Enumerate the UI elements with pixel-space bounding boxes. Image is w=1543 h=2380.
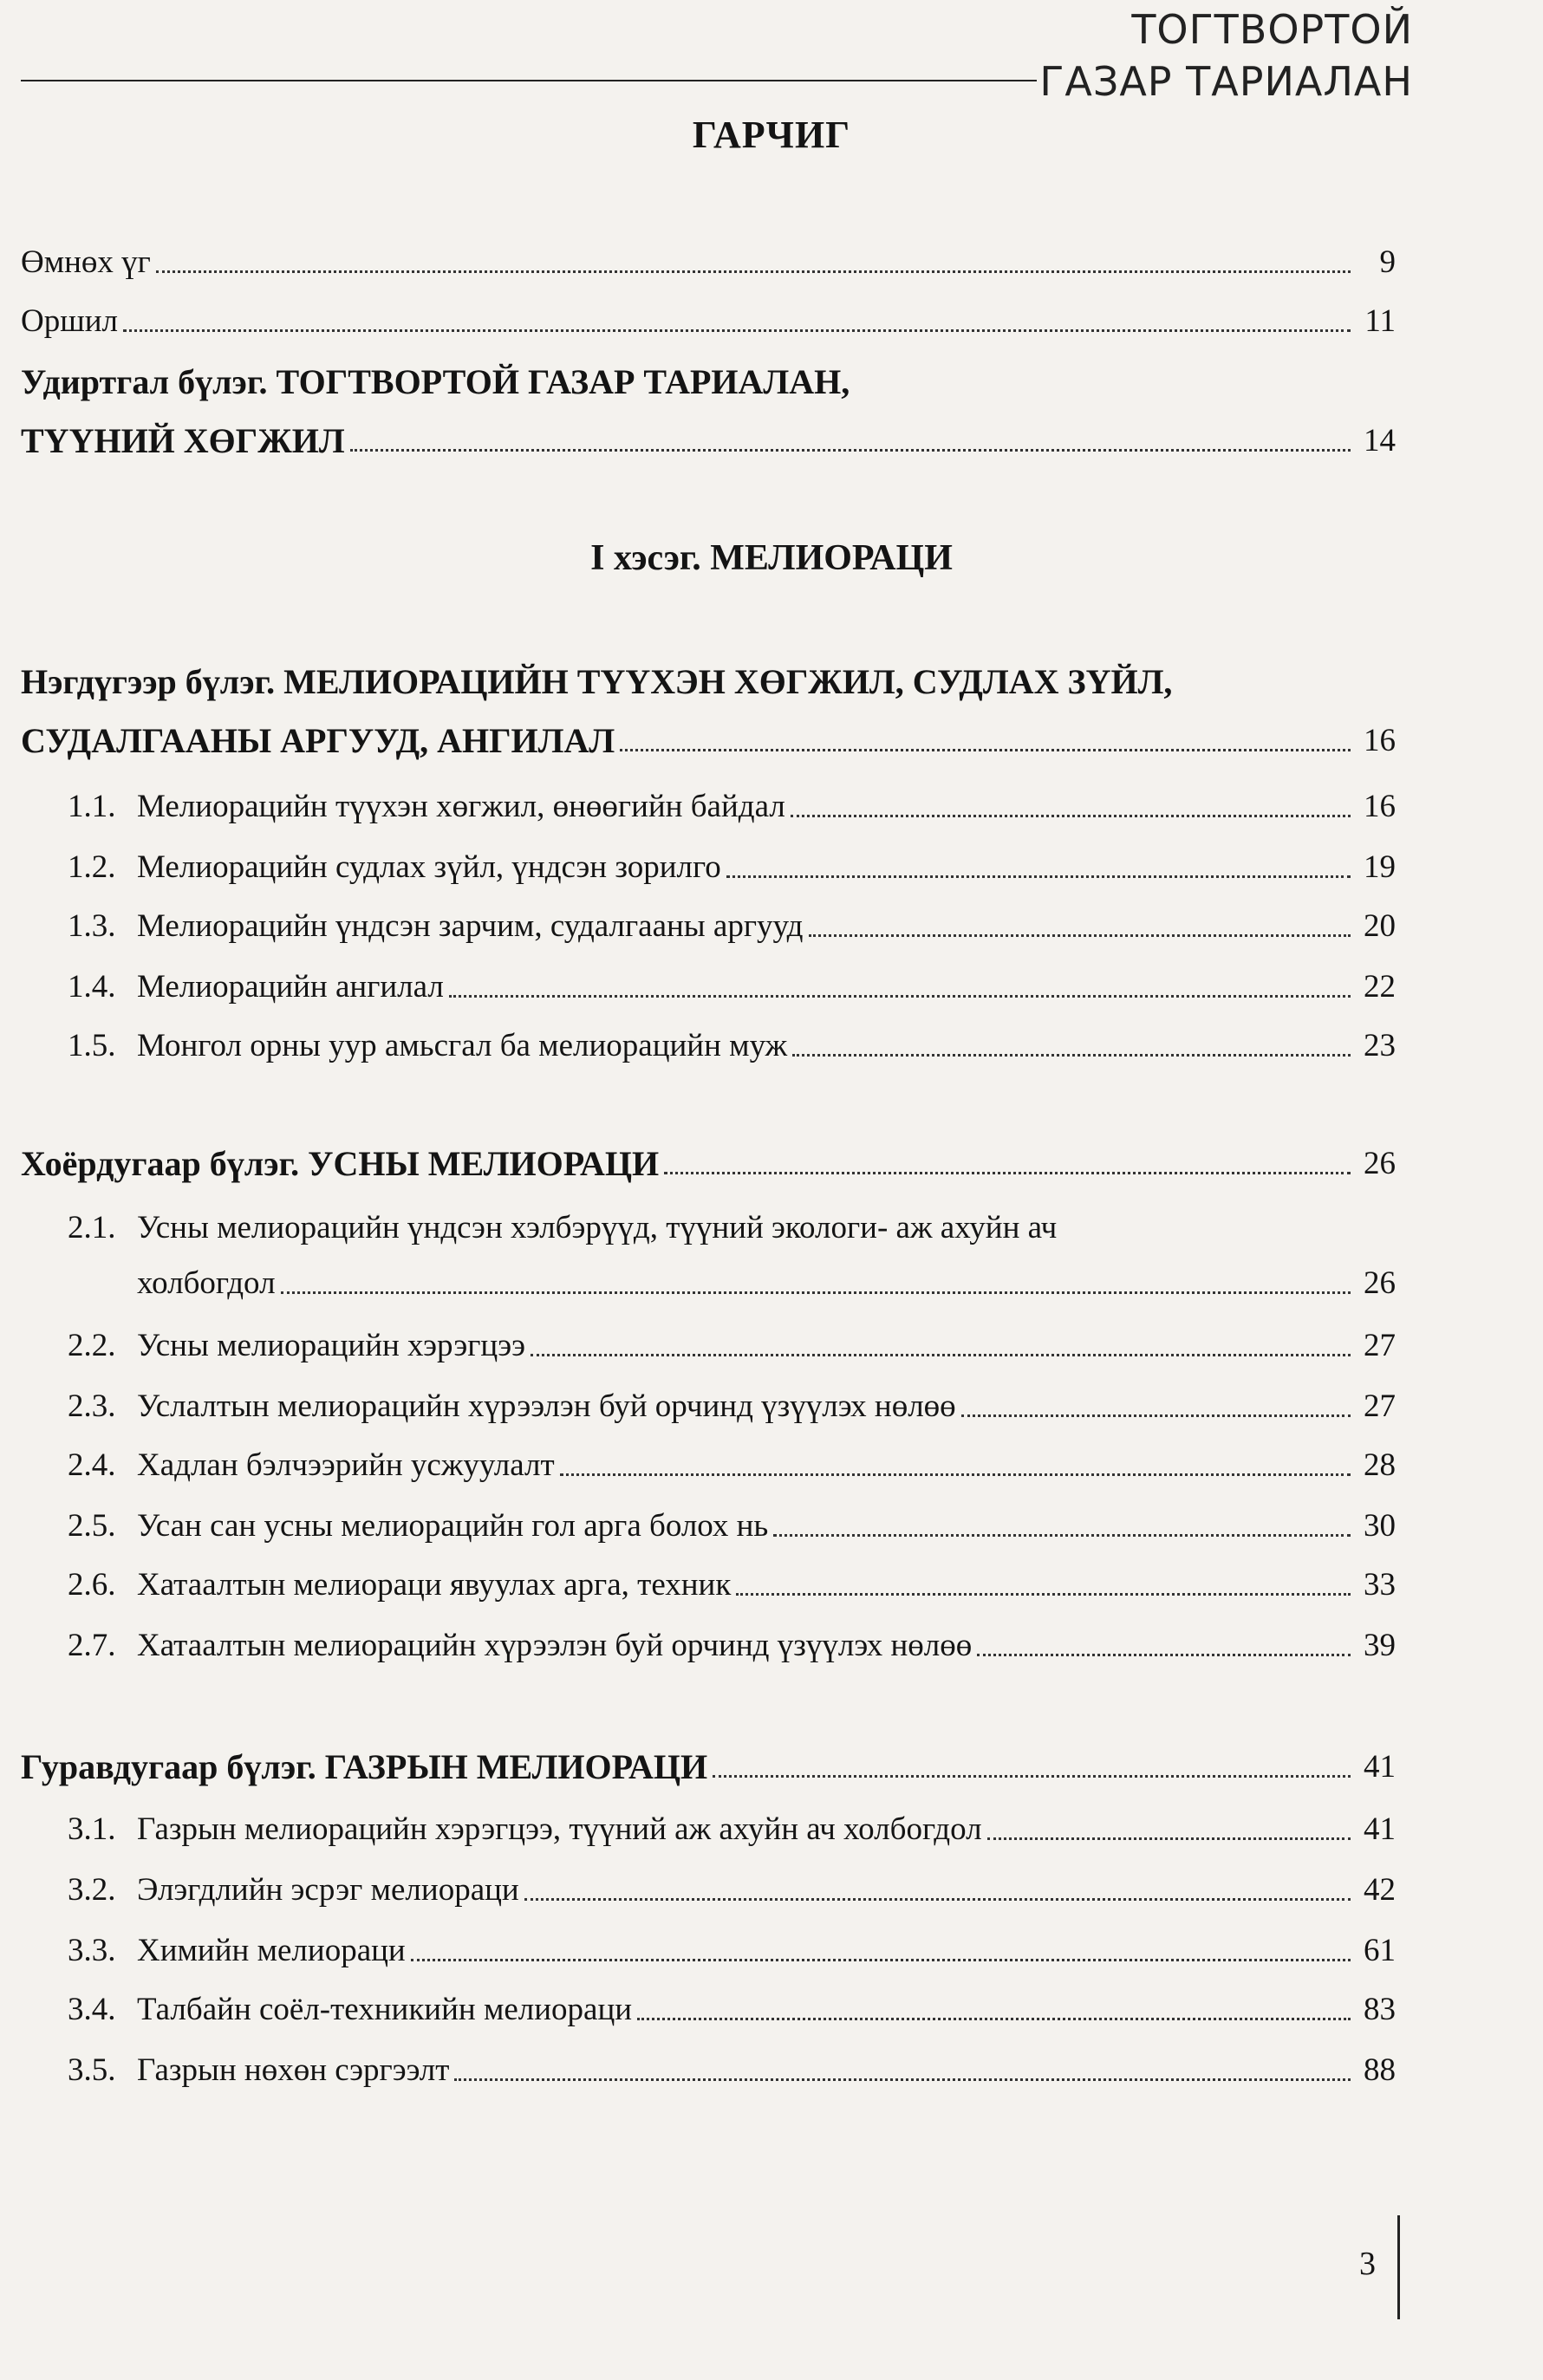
dot-leader [411, 1959, 1351, 1961]
running-head [1039, 3, 1413, 107]
entry-page: 42 [1364, 1872, 1396, 1908]
dot-leader [531, 1354, 1351, 1356]
toc-entry-2-1[interactable] [137, 1264, 1396, 1304]
entry-label: Элэгдлийн эсрэг мелиораци [137, 1872, 519, 1908]
entry-number: 1.4. [68, 969, 116, 1005]
entry-label: Монгол орны уур амьсгал ба мелиорацийн муж [137, 1028, 788, 1063]
toc-entry-chapter2[interactable] [21, 1144, 1396, 1184]
entry-label: Усны мелиорацийн үндсэн хэлбэрүүд, түүний экологи- аж ахуйн ач [137, 1210, 1058, 1245]
entry-number: 2.4. [68, 1447, 116, 1483]
dot-leader [792, 1054, 1351, 1057]
entry-page: 27 [1364, 1328, 1396, 1363]
toc-entry-2-7[interactable] [68, 1626, 1396, 1666]
entry-page: 30 [1364, 1508, 1396, 1544]
dot-leader [961, 1414, 1351, 1417]
entry-number: 3.5. [68, 2052, 116, 2088]
header-rule [21, 80, 1037, 81]
entry-label: Оршил [21, 303, 118, 339]
toc-entry-2-3[interactable] [68, 1387, 1396, 1427]
toc-entry-3-5[interactable] [68, 2051, 1396, 2091]
entry-page: 16 [1364, 789, 1396, 824]
dot-leader [987, 1837, 1351, 1840]
entry-label: Өмнөх үг [21, 244, 151, 280]
toc-entry-2-4[interactable] [68, 1446, 1396, 1486]
entry-page: 22 [1364, 969, 1396, 1005]
entry-page: 9 [1379, 244, 1396, 280]
dot-leader [791, 815, 1351, 817]
entry-label: Гуравдугаар бүлэг. ГАЗРЫН МЕЛИОРАЦИ [21, 1747, 708, 1786]
entry-label: холбогдол [137, 1265, 276, 1301]
toc-entry-2-6[interactable] [68, 1565, 1396, 1605]
dot-leader [560, 1473, 1351, 1476]
entry-page: 14 [1364, 423, 1396, 458]
dot-leader [281, 1291, 1351, 1294]
entry-page: 20 [1364, 908, 1396, 944]
toc-entry-1-3[interactable] [68, 907, 1396, 946]
entry-label: Мелиорацийн судлах зүйл, үндсэн зорилго [137, 849, 721, 885]
entry-label: Мелиорацийн түүхэн хөгжил, өнөөгийн байдал [137, 789, 785, 824]
entry-number: 2.1. [68, 1210, 116, 1245]
entry-number: 3.2. [68, 1872, 116, 1908]
entry-number: 1.2. [68, 849, 116, 885]
toc-entry-3-3[interactable] [68, 1931, 1396, 1971]
entry-page: 83 [1364, 1992, 1396, 2027]
entry-label: Хатаалтын мелиораци явуулах арга, техник [137, 1567, 732, 1603]
entry-page: 19 [1364, 849, 1396, 885]
toc-entry-1-2[interactable] [68, 848, 1396, 888]
page-number: 3 [1359, 2246, 1376, 2282]
toc-entry-3-2[interactable] [68, 1870, 1396, 1910]
dot-leader [713, 1775, 1351, 1778]
toc-entry-chapter3[interactable] [21, 1747, 1396, 1787]
entry-number: 2.3. [68, 1388, 116, 1424]
entry-page: 88 [1364, 2052, 1396, 2088]
toc-entry-3-1[interactable] [68, 1810, 1396, 1850]
dot-leader [449, 995, 1351, 998]
entry-number: 2.2. [68, 1328, 116, 1363]
entry-page: 41 [1364, 1811, 1396, 1847]
toc-entry-introduction[interactable] [21, 302, 1396, 341]
toc-entry-1-4[interactable] [68, 967, 1396, 1007]
running-head-line1: ТОГТВОРТОЙ [1131, 6, 1413, 53]
entry-label: Мелиорацийн үндсэн зарчим, судалгааны аргууд [137, 908, 804, 944]
entry-number: 2.5. [68, 1508, 116, 1544]
entry-label: ТҮҮНИЙ ХӨГЖИЛ [21, 421, 345, 460]
entry-number: 1.3. [68, 908, 116, 944]
dot-leader [454, 2078, 1351, 2081]
entry-number: 1.5. [68, 1028, 116, 1063]
dot-leader [637, 2018, 1351, 2020]
entry-page: 26 [1364, 1265, 1396, 1301]
entry-label: Мелиорацийн ангилал [137, 969, 444, 1005]
dot-leader [350, 449, 1351, 452]
toc-entry-1-1[interactable] [68, 787, 1396, 827]
entry-page: 11 [1364, 303, 1396, 339]
dot-leader [726, 875, 1351, 878]
toc-entry-1-5[interactable] [68, 1026, 1396, 1066]
entry-number: 1.1. [68, 789, 116, 824]
dot-leader [736, 1593, 1351, 1596]
entry-label: Талбайн соёл-техникийн мелиораци [137, 1992, 633, 2027]
entry-label: Усны мелиорацийн хэрэгцээ [137, 1328, 525, 1363]
running-head-line2: ГАЗАР ТАРИАЛАН [1039, 58, 1413, 105]
entry-page: 61 [1364, 1933, 1396, 1968]
toc-entry-2-1-line1[interactable] [68, 1208, 1396, 1248]
entry-page: 28 [1364, 1447, 1396, 1483]
entry-page: 27 [1364, 1388, 1396, 1424]
entry-number: 3.3. [68, 1933, 116, 1968]
entry-page: 33 [1364, 1567, 1396, 1603]
toc-entry-foreword[interactable] [21, 243, 1396, 283]
entry-number: 2.7. [68, 1628, 116, 1663]
chapter1-title-line1[interactable]: Нэгдүгээр бүлэг. МЕЛИОРАЦИЙН ТҮҮХЭН ХӨГЖИЛ, СУДЛАХ ЗҮЙЛ, [21, 662, 1173, 701]
toc-entry-3-4[interactable] [68, 1990, 1396, 2030]
dot-leader [977, 1654, 1351, 1656]
entry-page: 23 [1364, 1028, 1396, 1063]
toc-title: ГАРЧИГ [692, 114, 851, 156]
entry-number: 2.6. [68, 1567, 116, 1603]
entry-label: Газрын нөхөн сэргээлт [137, 2052, 450, 2088]
dot-leader [524, 1898, 1351, 1901]
dot-leader [809, 934, 1351, 937]
dot-leader [664, 1172, 1351, 1174]
dot-leader [123, 329, 1351, 332]
entry-label: Хадлан бэлчээрийн усжуулалт [137, 1447, 555, 1483]
entry-label: Услалтын мелиорацийн хүрээлэн буй орчинд үзүүлэх нөлөө [137, 1388, 956, 1424]
toc-entry-2-2[interactable] [68, 1326, 1396, 1366]
entry-label: Хатаалтын мелиорацийн хүрээлэн буй орчинд үзүүлэх нөлөө [137, 1628, 973, 1663]
intro-chapter-line1[interactable]: Удиртгал бүлэг. ТОГТВОРТОЙ ГАЗАР ТАРИАЛАН, [21, 362, 850, 401]
dot-leader [156, 270, 1351, 273]
toc-entry-2-5[interactable] [68, 1506, 1396, 1546]
entry-number: 3.1. [68, 1811, 116, 1847]
toc-entry-intro-chapter[interactable] [21, 421, 1396, 461]
entry-label: СУДАЛГААНЫ АРГУУД, АНГИЛАЛ [21, 721, 615, 760]
entry-page: 16 [1364, 723, 1396, 758]
footer-rule [1397, 2215, 1400, 2319]
part-title: I хэсэг. МЕЛИОРАЦИ [590, 538, 953, 578]
entry-page: 39 [1364, 1628, 1396, 1663]
entry-label: Хоёрдугаар бүлэг. УСНЫ МЕЛИОРАЦИ [21, 1144, 660, 1183]
entry-page: 26 [1364, 1146, 1396, 1181]
entry-label: Усан сан усны мелиорацийн гол арга болох нь [137, 1508, 769, 1544]
entry-label: Газрын мелиорацийн хэрэгцээ, түүний аж ахуйн ач холбогдол [137, 1811, 982, 1847]
entry-page: 41 [1364, 1749, 1396, 1785]
entry-label: Химийн мелиораци [137, 1933, 406, 1968]
dot-leader [773, 1534, 1351, 1537]
toc-entry-chapter1[interactable] [21, 721, 1396, 761]
dot-leader [620, 749, 1351, 751]
entry-number: 3.4. [68, 1992, 116, 2027]
